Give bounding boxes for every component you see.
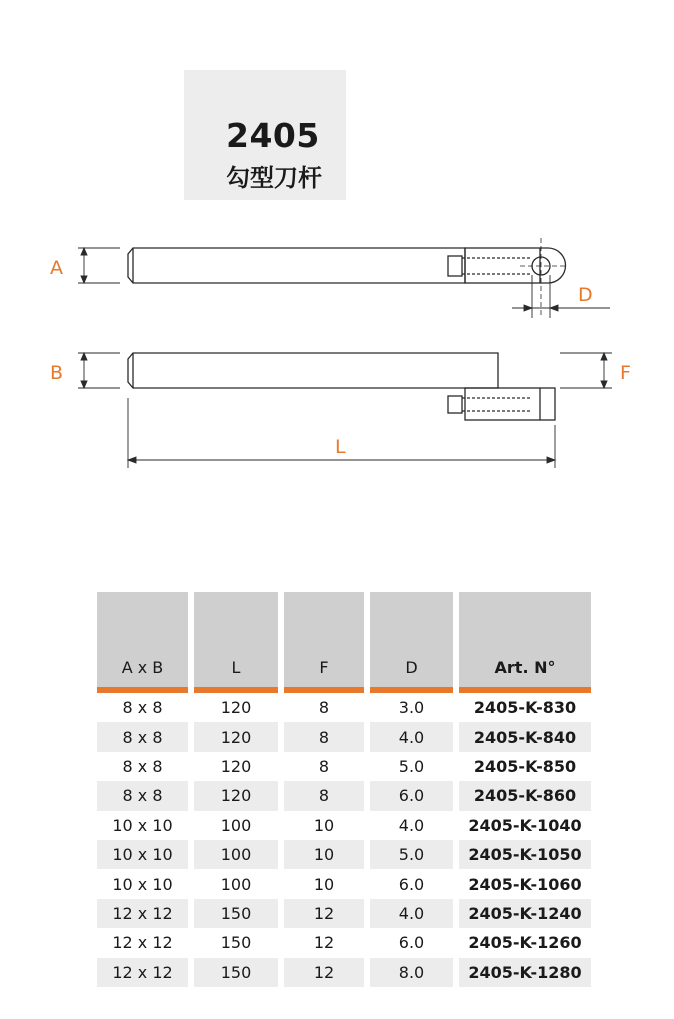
table-row — [97, 693, 591, 722]
cell-art-no: 2405-K-1260 — [468, 933, 582, 953]
cell-art-no: 2405-K-860 — [459, 781, 591, 810]
cell-d: 3.0 — [398, 698, 425, 718]
cell-art-no: 2405-K-1280 — [459, 958, 591, 987]
table-row — [97, 722, 591, 751]
label-d: D — [578, 284, 593, 306]
cell-f: 12 — [284, 958, 364, 987]
cell-axb: 10 x 10 — [97, 840, 188, 869]
dimension-lines — [78, 248, 612, 468]
table-header-row — [97, 592, 591, 693]
cell-axb: 12 x 12 — [97, 958, 188, 987]
cell-f: 8 — [284, 781, 364, 810]
cell-l: 120 — [220, 698, 252, 718]
cell-l: 120 — [194, 722, 278, 751]
cell-f: 10 — [284, 840, 364, 869]
cell-d: 6.0 — [398, 874, 425, 894]
cell-l: 120 — [220, 756, 252, 776]
cell-d: 4.0 — [398, 815, 425, 835]
label-f: F — [620, 362, 631, 384]
product-name: 勾型刀杆 — [226, 164, 322, 192]
cell-l: 100 — [194, 840, 278, 869]
cell-axb: 8 x 8 — [97, 722, 188, 751]
cell-f: 10 — [313, 815, 335, 835]
cell-l: 150 — [220, 933, 252, 953]
col-header-art-no: Art. N° — [459, 592, 591, 693]
cell-d: 5.0 — [370, 840, 453, 869]
table-row — [97, 781, 591, 810]
table-row — [97, 928, 591, 957]
col-header-d: D — [370, 592, 453, 693]
side-view — [128, 353, 555, 420]
cell-l: 150 — [194, 899, 278, 928]
cell-art-no: 2405-K-1060 — [468, 874, 582, 894]
table-row — [97, 752, 591, 781]
col-header-l: L — [194, 592, 278, 693]
cell-art-no: 2405-K-840 — [459, 722, 591, 751]
cell-l: 100 — [220, 815, 252, 835]
cell-f: 8 — [318, 698, 330, 718]
col-header-f: F — [284, 592, 364, 693]
product-code: 2405 — [226, 116, 320, 155]
cell-l: 100 — [220, 874, 252, 894]
cell-axb: 8 x 8 — [122, 756, 163, 776]
cell-axb: 12 x 12 — [97, 899, 188, 928]
cell-l: 120 — [194, 781, 278, 810]
cell-f: 12 — [313, 933, 335, 953]
cell-f: 10 — [313, 874, 335, 894]
table-row — [97, 899, 591, 928]
cell-f: 12 — [284, 899, 364, 928]
cell-axb: 8 x 8 — [97, 781, 188, 810]
technical-drawing — [0, 0, 674, 480]
table-row — [97, 958, 591, 987]
table-row — [97, 840, 591, 869]
col-header-axb: A x B — [97, 592, 188, 693]
label-a: A — [50, 257, 63, 279]
cell-d: 6.0 — [370, 781, 453, 810]
spec-table — [97, 592, 591, 987]
top-view — [128, 248, 566, 283]
cell-art-no: 2405-K-1040 — [468, 815, 582, 835]
cell-f: 8 — [318, 756, 330, 776]
cell-art-no: 2405-K-850 — [473, 756, 577, 776]
table-row — [97, 811, 591, 840]
cell-art-no: 2405-K-830 — [473, 698, 577, 718]
table-row — [97, 869, 591, 898]
cell-d: 8.0 — [370, 958, 453, 987]
cell-l: 150 — [194, 958, 278, 987]
dimension-labels — [50, 257, 631, 458]
cell-axb: 10 x 10 — [112, 815, 173, 835]
cell-art-no: 2405-K-1240 — [459, 899, 591, 928]
label-b: B — [50, 362, 64, 384]
label-l: L — [335, 436, 346, 458]
cell-axb: 8 x 8 — [122, 698, 163, 718]
cell-axb: 10 x 10 — [112, 874, 173, 894]
cell-d: 6.0 — [398, 933, 425, 953]
cell-d: 4.0 — [370, 722, 453, 751]
cell-d: 5.0 — [398, 756, 425, 776]
cell-f: 8 — [284, 722, 364, 751]
cell-axb: 12 x 12 — [112, 933, 173, 953]
cell-art-no: 2405-K-1050 — [459, 840, 591, 869]
cell-d: 4.0 — [370, 899, 453, 928]
